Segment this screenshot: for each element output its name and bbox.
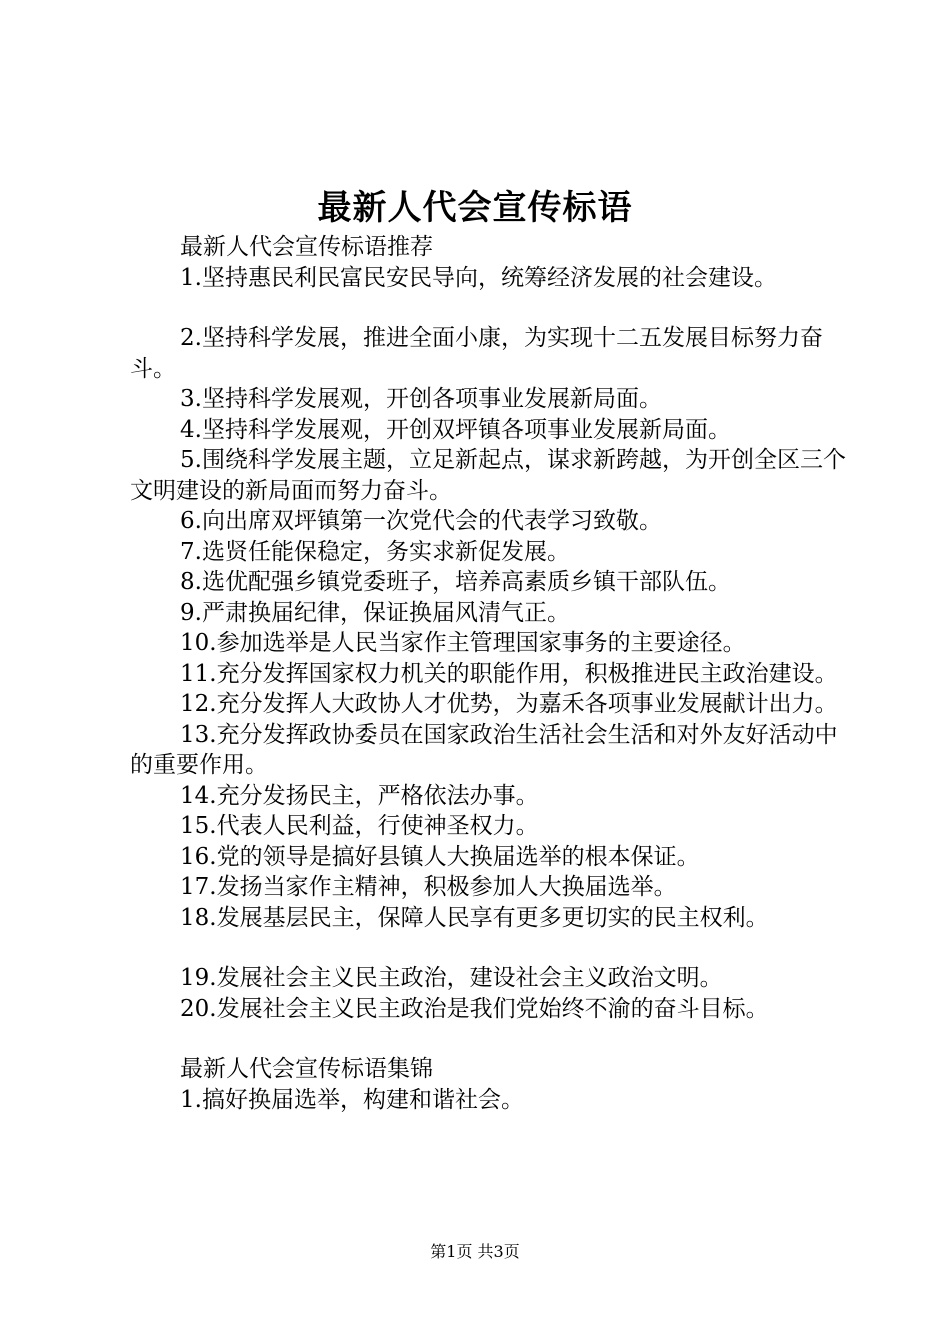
page-number: 第1页 共3页	[430, 1242, 520, 1261]
slogan-item: 2.坚持科学发展，推进全面小康，为实现十二五发展目标努力奋斗。	[130, 325, 823, 382]
slogan-item: 20.发展社会主义民主政治是我们党始终不渝的奋斗目标。	[180, 995, 769, 1022]
slogan-item: 17.发扬当家作主精神，积极参加人大换届选举。	[180, 874, 677, 900]
slogan-item: 3.坚持科学发展观，开创各项事业发展新局面。	[180, 386, 662, 412]
section-heading: 最新人代会宣传标语集锦	[180, 1056, 433, 1082]
document-body	[130, 232, 850, 1115]
slogan-item: 15.代表人民利益，行使神圣权力。	[180, 813, 539, 839]
slogan-item: 5.围绕科学发展主题，立足新起点，谋求新跨越，为开创全区三个文明建设的新局面而努力奋斗。	[130, 447, 846, 504]
slogan-item: 13.充分发挥政协委员在国家政治生活社会生活和对外友好活动中的重要作用。	[130, 721, 838, 778]
slogan-item: 16.党的领导是搞好县镇人大换届选举的根本保证。	[180, 843, 700, 870]
slogan-item: 1.搞好换届选举，构建和谐社会。	[180, 1086, 524, 1113]
slogan-item: 8.选优配强乡镇党委班子，培养高素质乡镇干部队伍。	[180, 569, 731, 595]
slogan-item: 11.充分发挥国家权力机关的职能作用，积极推进民主政治建设。	[180, 660, 838, 687]
slogan-item: 19.发展社会主义民主政治，建设社会主义政治文明。	[180, 965, 723, 991]
slogan-item: 10.参加选举是人民当家作主管理国家事务的主要途径。	[180, 630, 746, 656]
slogan-item: 12.充分发挥人大政协人才优势，为嘉禾各项事业发展献计出力。	[180, 691, 838, 717]
slogan-item: 18.发展基层民主，保障人民享有更多更切实的民主权利。	[180, 904, 769, 931]
slogan-item: 1.坚持惠民利民富民安民导向，统筹经济发展的社会建设。	[180, 264, 777, 291]
section-heading: 最新人代会宣传标语推荐	[180, 234, 433, 260]
page-title: 最新人代会宣传标语	[317, 188, 633, 228]
slogan-item: 6.向出席双坪镇第一次党代会的代表学习致敬。	[180, 508, 662, 534]
slogan-item: 9.严肃换届纪律，保证换届风清气正。	[180, 599, 570, 626]
slogan-item: 7.选贤任能保稳定，务实求新促发展。	[180, 538, 570, 565]
slogan-item: 14.充分发扬民主，严格依法办事。	[180, 782, 539, 809]
slogan-item: 4.坚持科学发展观，开创双坪镇各项事业发展新局面。	[180, 416, 731, 443]
